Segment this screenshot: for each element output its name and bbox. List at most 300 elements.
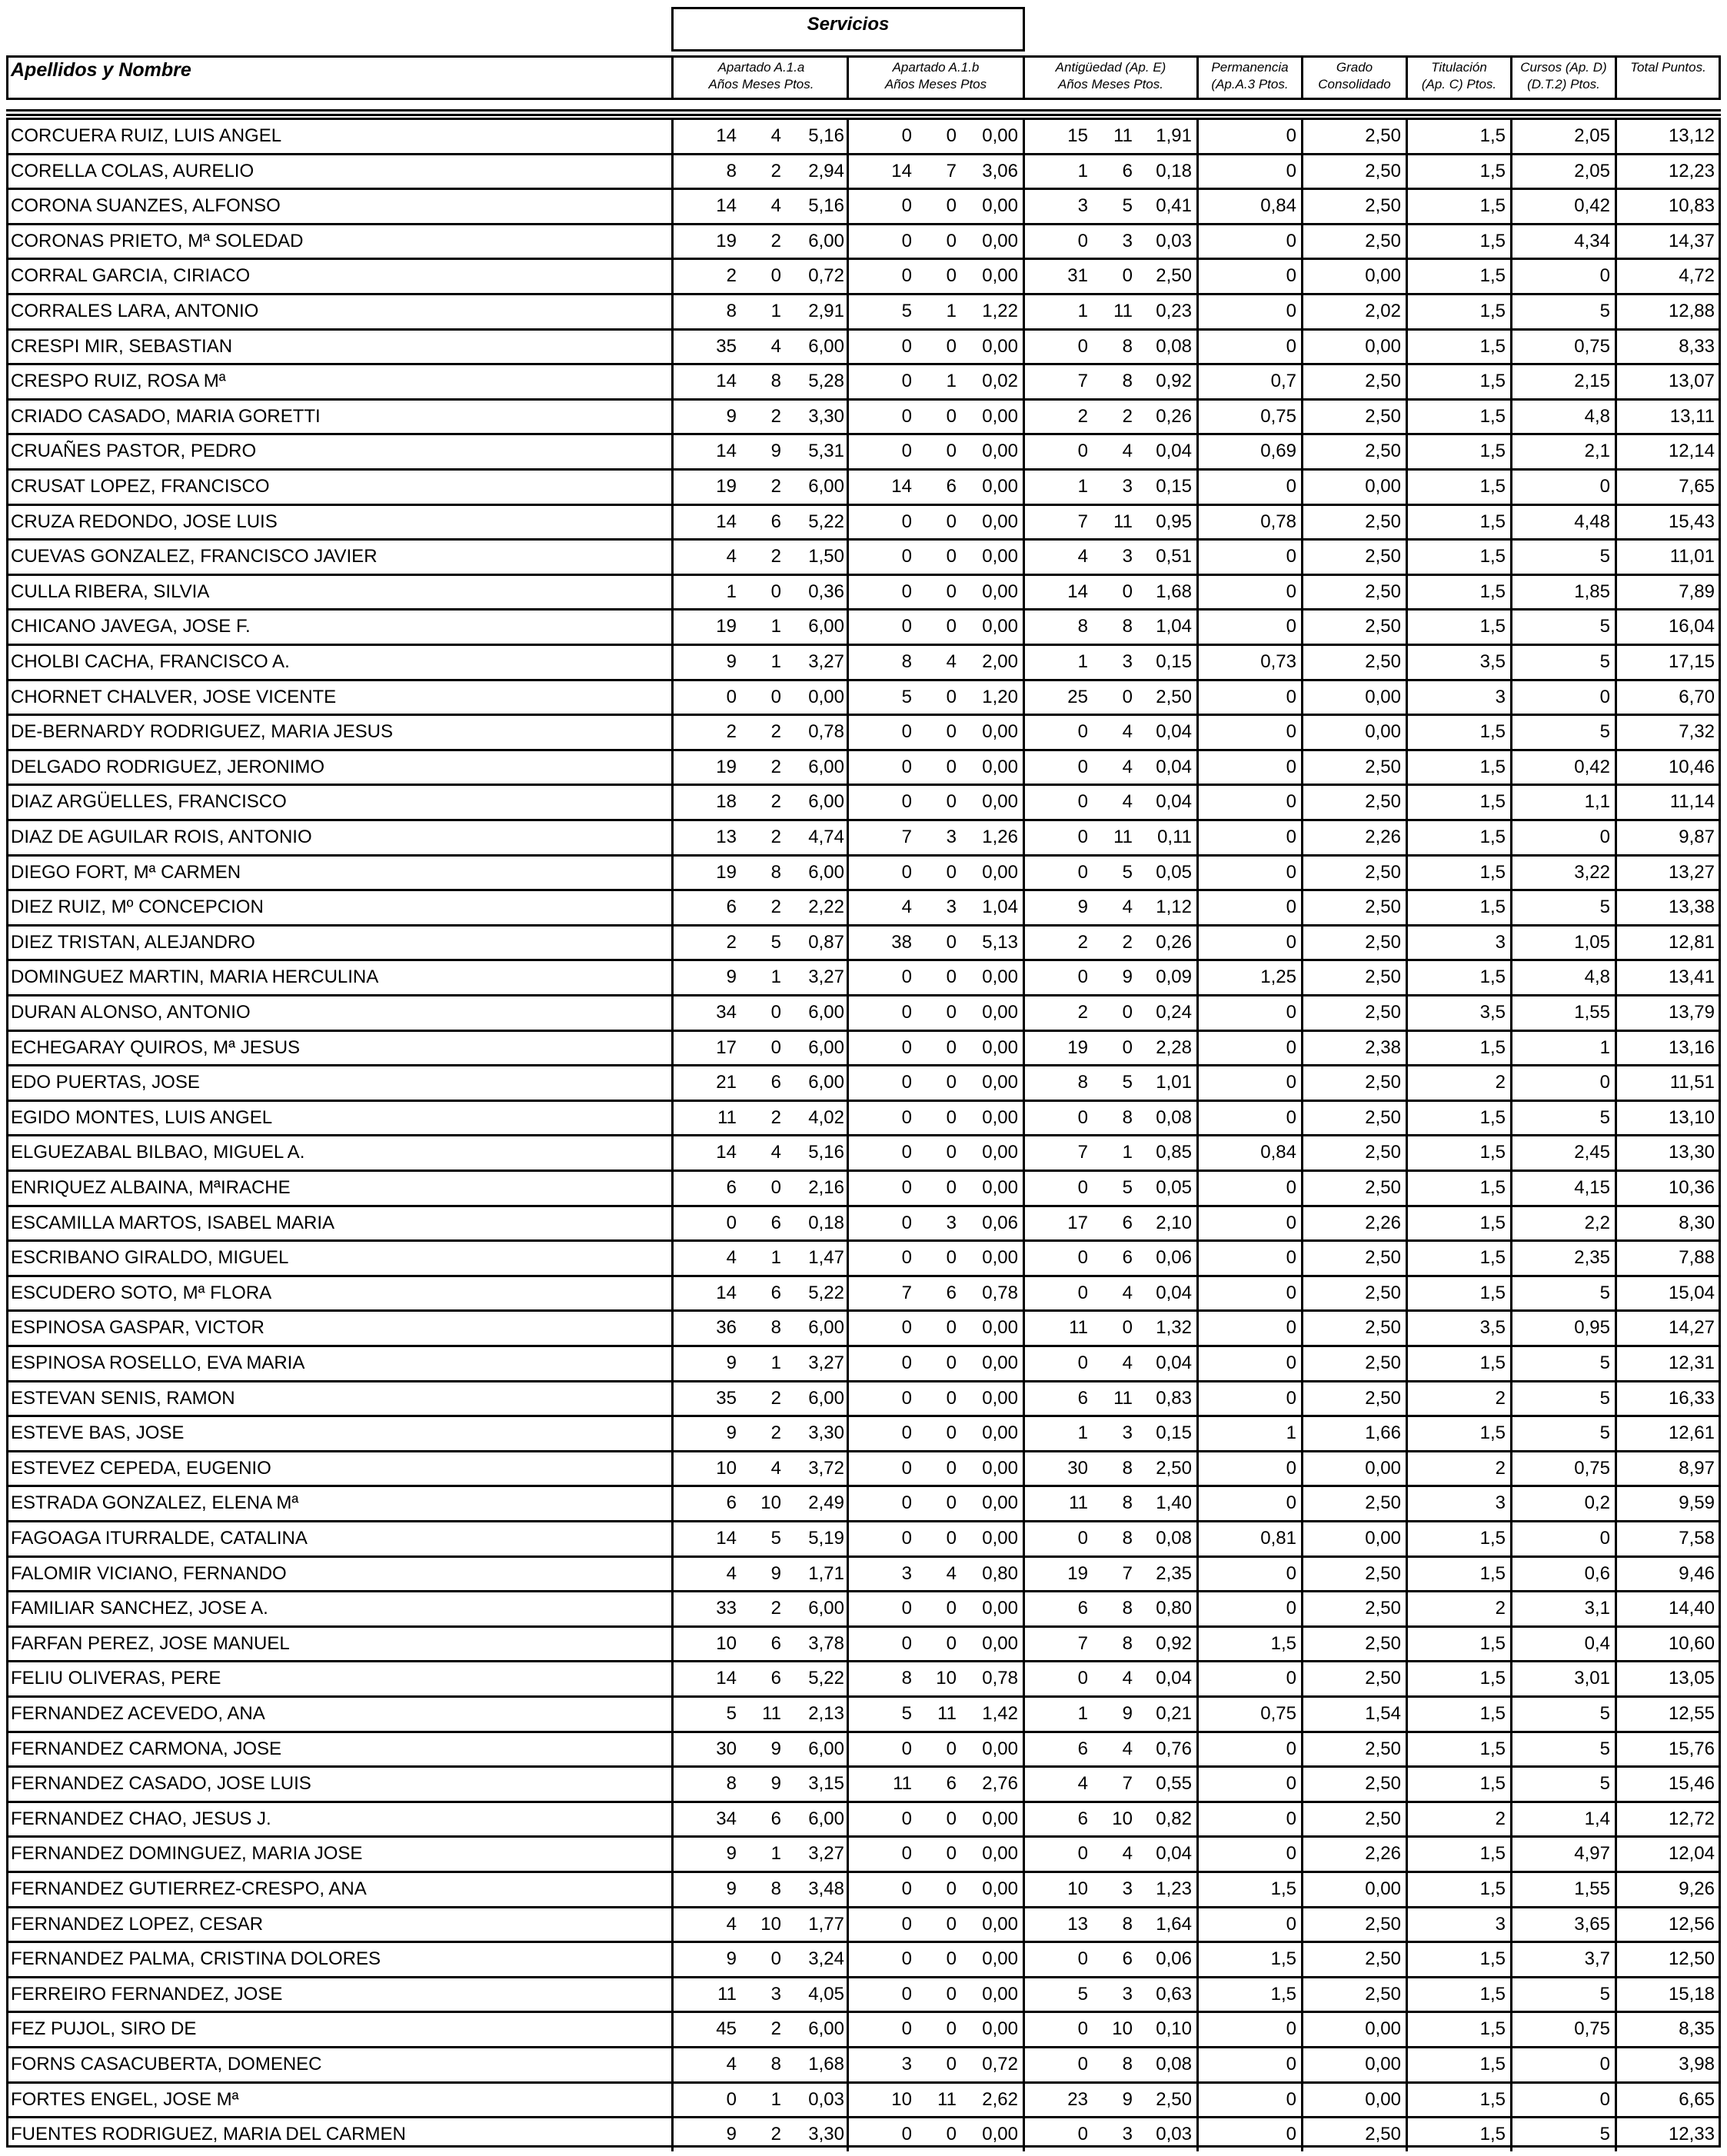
cell-antig-meses: 1 (1122, 1142, 1133, 1163)
cell-cursos: 5 (1599, 1106, 1610, 1128)
cell-a1a-anos: 0 (726, 2088, 737, 2110)
cell-titulacion: 1,5 (1479, 1632, 1506, 1654)
cell-a1a-anos: 9 (726, 1422, 737, 1444)
cell-antig-ptos: 0,08 (1156, 1106, 1192, 1128)
cell-a1a-ptos: 3,78 (808, 1632, 844, 1654)
cell-permanencia: 1 (1286, 1422, 1296, 1444)
cell-cursos: 0 (1599, 1072, 1610, 1093)
cell-grado: 2,50 (1365, 371, 1401, 392)
cell-antig-anos: 17 (1067, 1212, 1088, 1233)
cell-name: CRUZA REDONDO, JOSE LUIS (11, 511, 278, 532)
cell-a1b-anos: 3 (901, 1562, 912, 1584)
cell-antig-anos: 1 (1077, 301, 1088, 321)
cell-a1a-ptos: 6,00 (808, 791, 844, 813)
cell-cursos: 0,2 (1584, 1492, 1610, 1514)
cell-a1a-ptos: 3,72 (808, 1457, 844, 1479)
cell-a1a-meses: 1 (770, 616, 781, 637)
column-divider (1023, 118, 1025, 2151)
cell-name: ESTEVE BAS, JOSE (11, 1422, 185, 1444)
cell-a1a-ptos: 6,00 (808, 2018, 844, 2040)
cell-antig-meses: 3 (1122, 1878, 1133, 1899)
cell-a1b-meses: 3 (946, 1212, 957, 1233)
cell-titulacion: 1,5 (1479, 335, 1506, 357)
cell-a1b-meses: 0 (946, 756, 957, 777)
cell-a1b-anos: 0 (901, 1247, 912, 1269)
header-a1b (849, 59, 1023, 93)
cell-grado: 0,00 (1365, 2018, 1401, 2040)
cell-a1b-anos: 0 (901, 125, 912, 146)
cell-name: ESCAMILLA MARTOS, ISABEL MARIA (11, 1212, 335, 1233)
cell-a1a-ptos: 6,00 (808, 861, 844, 883)
cell-a1b-ptos: 0,00 (982, 1457, 1018, 1479)
cell-a1a-meses: 6 (770, 1072, 781, 1093)
cell-titulacion: 1,5 (1479, 1983, 1506, 2005)
cell-antig-meses: 4 (1122, 1843, 1133, 1865)
header-total-line1: Total Puntos. (1630, 60, 1706, 75)
cell-antig-ptos: 1,68 (1156, 581, 1192, 602)
header-rule-2 (6, 114, 1721, 116)
cell-a1a-meses: 2 (770, 230, 781, 251)
cell-antig-anos: 2 (1077, 1002, 1088, 1023)
cell-antig-meses: 11 (1113, 511, 1133, 532)
cell-a1a-anos: 19 (716, 476, 737, 497)
cell-a1a-anos: 4 (726, 2054, 737, 2074)
cell-permanencia: 0,84 (1260, 1142, 1296, 1163)
cell-a1a-ptos: 3,27 (808, 651, 844, 672)
cell-a1a-anos: 0 (726, 1212, 737, 1233)
cell-a1a-meses: 8 (770, 861, 781, 883)
cell-antig-anos: 0 (1077, 441, 1088, 462)
cell-grado: 2,50 (1365, 1983, 1401, 2005)
cell-total: 10,36 (1668, 1177, 1715, 1198)
cell-antig-anos: 0 (1077, 2018, 1088, 2040)
cell-antig-anos: 6 (1077, 1387, 1088, 1409)
cell-cursos: 3,01 (1574, 1668, 1610, 1689)
cell-antig-anos: 31 (1067, 265, 1088, 287)
cell-a1a-meses: 1 (770, 1247, 781, 1269)
cell-a1b-anos: 0 (901, 265, 912, 287)
cell-a1a-meses: 6 (770, 1282, 781, 1303)
cell-antig-ptos: 2,50 (1156, 265, 1192, 287)
cell-total: 7,32 (1679, 721, 1715, 743)
cell-grado: 2,50 (1365, 1072, 1401, 1093)
cell-name: CRIADO CASADO, MARIA GORETTI (11, 405, 321, 427)
cell-a1b-anos: 0 (901, 1457, 912, 1479)
cell-a1b-meses: 0 (946, 1738, 957, 1759)
cell-a1a-anos: 21 (716, 1072, 737, 1093)
cell-a1a-anos: 35 (716, 335, 737, 357)
cell-a1b-anos: 0 (901, 1492, 912, 1514)
cell-permanencia: 0 (1286, 476, 1296, 497)
cell-a1a-ptos: 6,00 (808, 616, 844, 637)
cell-antig-anos: 0 (1077, 1247, 1088, 1269)
cell-name: DE-BERNARDY RODRIGUEZ, MARIA JESUS (11, 721, 393, 743)
cell-a1a-ptos: 3,24 (808, 1948, 844, 1970)
cell-a1b-ptos: 0,00 (982, 511, 1018, 532)
cell-a1b-ptos: 0,00 (982, 405, 1018, 427)
cell-antig-anos: 11 (1069, 1317, 1088, 1339)
cell-a1a-anos: 9 (726, 1878, 737, 1899)
cell-name: CRESPO RUIZ, ROSA Mª (11, 371, 226, 392)
cell-titulacion: 3 (1495, 1913, 1506, 1935)
cell-a1a-ptos: 3,30 (808, 1422, 844, 1444)
cell-name: EGIDO MONTES, LUIS ANGEL (11, 1106, 273, 1128)
cell-antig-ptos: 2,50 (1156, 686, 1192, 707)
header-antiguedad-line2: Años Meses Ptos. (1057, 77, 1163, 91)
cell-a1a-anos: 14 (716, 125, 737, 146)
cell-antig-meses: 9 (1122, 1703, 1133, 1724)
cell-cursos: 1,55 (1574, 1002, 1610, 1023)
cell-a1a-anos: 4 (726, 1562, 737, 1584)
cell-grado: 2,50 (1365, 195, 1401, 217)
cell-a1b-meses: 1 (946, 371, 957, 392)
cell-a1a-meses: 4 (770, 1457, 781, 1479)
cell-titulacion: 1,5 (1479, 616, 1506, 637)
cell-permanencia: 0,69 (1260, 441, 1296, 462)
cell-a1a-meses: 2 (770, 721, 781, 743)
cell-cursos: 2,15 (1574, 371, 1610, 392)
cell-a1b-ptos: 0,00 (982, 1422, 1018, 1444)
cell-cursos: 0,75 (1574, 1457, 1610, 1479)
cell-permanencia: 0 (1286, 1808, 1296, 1829)
cell-titulacion: 3,5 (1479, 651, 1506, 672)
cell-grado: 1,54 (1365, 1703, 1401, 1724)
cell-a1b-meses: 0 (946, 1247, 957, 1269)
cell-antig-meses: 5 (1122, 1072, 1133, 1093)
cell-total: 15,46 (1668, 1773, 1715, 1795)
cell-a1a-anos: 14 (716, 371, 737, 392)
cell-titulacion: 1,5 (1479, 2054, 1506, 2074)
cell-grado: 0,00 (1365, 2054, 1401, 2074)
cell-a1b-ptos: 1,22 (982, 301, 1018, 321)
cell-permanencia: 0 (1286, 897, 1296, 918)
cell-a1a-meses: 0 (770, 1002, 781, 1023)
cell-a1b-ptos: 1,26 (982, 827, 1018, 847)
cell-grado: 2,02 (1365, 301, 1401, 321)
cell-a1b-anos: 7 (901, 827, 912, 847)
cell-permanencia: 0 (1286, 1492, 1296, 1514)
cell-antig-anos: 15 (1067, 125, 1088, 146)
cell-antig-meses: 0 (1122, 265, 1133, 287)
cell-cursos: 5 (1599, 1387, 1610, 1409)
cell-total: 13,12 (1668, 125, 1715, 146)
cell-a1a-ptos: 2,16 (808, 1177, 844, 1198)
cell-total: 12,23 (1668, 160, 1715, 181)
cell-antig-meses: 0 (1122, 686, 1133, 707)
cell-a1b-meses: 1 (946, 301, 957, 321)
cell-a1b-meses: 0 (946, 967, 957, 988)
cell-antig-anos: 7 (1077, 1142, 1088, 1163)
cell-total: 15,76 (1668, 1738, 1715, 1759)
cell-a1b-meses: 0 (946, 1387, 957, 1409)
cell-a1b-meses: 11 (937, 2088, 957, 2110)
cell-a1b-meses: 0 (946, 721, 957, 743)
column-divider (847, 118, 849, 2151)
cell-name: DIEZ TRISTAN, ALEJANDRO (11, 931, 255, 953)
cell-titulacion: 1,5 (1479, 1212, 1506, 1233)
cell-permanencia: 0 (1286, 335, 1296, 357)
cell-antig-ptos: 0,05 (1156, 1177, 1192, 1198)
cell-antig-ptos: 1,91 (1156, 125, 1192, 146)
cell-name: ESPINOSA ROSELLO, EVA MARIA (11, 1352, 305, 1373)
cell-a1b-ptos: 5,13 (982, 931, 1018, 953)
cell-total: 17,15 (1668, 651, 1715, 672)
cell-cursos: 0,75 (1574, 335, 1610, 357)
cell-total: 13,30 (1668, 1142, 1715, 1163)
cell-a1b-anos: 0 (901, 1738, 912, 1759)
header-titulacion-line2: (Ap. C) Ptos. (1421, 77, 1497, 91)
cell-name: ESCUDERO SOTO, Mª FLORA (11, 1282, 272, 1303)
cell-antig-meses: 3 (1122, 651, 1133, 672)
cell-a1b-meses: 0 (946, 441, 957, 462)
cell-name: FERNANDEZ DOMINGUEZ, MARIA JOSE (11, 1843, 363, 1865)
cell-a1a-ptos: 2,22 (808, 897, 844, 918)
cell-a1a-anos: 19 (716, 861, 737, 883)
cell-antig-ptos: 0,05 (1156, 861, 1192, 883)
cell-total: 9,59 (1679, 1492, 1715, 1514)
cell-titulacion: 1,5 (1479, 511, 1506, 532)
cell-antig-anos: 0 (1077, 1668, 1088, 1689)
cell-a1b-ptos: 0,00 (982, 230, 1018, 251)
cell-grado: 2,50 (1365, 1106, 1401, 1128)
cell-antig-meses: 11 (1113, 301, 1133, 321)
cell-a1a-anos: 8 (726, 1773, 737, 1795)
cell-a1a-ptos: 3,27 (808, 1352, 844, 1373)
cell-a1b-meses: 0 (946, 861, 957, 883)
cell-a1a-ptos: 5,31 (808, 441, 844, 462)
cell-a1a-ptos: 3,30 (808, 2124, 844, 2145)
cell-name: FAMILIAR SANCHEZ, JOSE A. (11, 1598, 268, 1619)
cell-a1a-ptos: 6,00 (808, 1598, 844, 1619)
cell-name: ECHEGARAY QUIROS, Mª JESUS (11, 1036, 301, 1058)
cell-titulacion: 2 (1495, 1808, 1506, 1829)
cell-antig-ptos: 0,08 (1156, 1528, 1192, 1549)
cell-antig-anos: 0 (1077, 1843, 1088, 1865)
cell-name: FERREIRO FERNANDEZ, JOSE (11, 1983, 283, 2005)
cell-antig-ptos: 0,09 (1156, 967, 1192, 988)
cell-a1a-meses: 1 (770, 1352, 781, 1373)
column-divider (1301, 55, 1303, 100)
cell-a1a-anos: 30 (716, 1738, 737, 1759)
cell-antig-anos: 6 (1077, 1808, 1088, 1829)
cell-a1b-anos: 4 (901, 897, 912, 918)
header-total (1617, 59, 1719, 76)
cell-a1b-ptos: 0,00 (982, 125, 1018, 146)
cell-cursos: 3,7 (1584, 1948, 1610, 1970)
cell-antig-meses: 9 (1122, 967, 1133, 988)
cell-antig-ptos: 2,28 (1156, 1036, 1192, 1058)
cell-antig-anos: 1 (1077, 476, 1088, 497)
cell-a1a-meses: 2 (770, 897, 781, 918)
cell-name: CORELLA COLAS, AURELIO (11, 160, 255, 181)
column-divider (1615, 118, 1617, 2151)
cell-titulacion: 3,5 (1479, 1317, 1506, 1339)
cell-antig-meses: 8 (1122, 1913, 1133, 1935)
cell-permanencia: 0,73 (1260, 651, 1296, 672)
cell-a1a-meses: 4 (770, 195, 781, 217)
cell-total: 12,72 (1668, 1808, 1715, 1829)
cell-titulacion: 1,5 (1479, 721, 1506, 743)
cell-antig-anos: 0 (1077, 230, 1088, 251)
cell-grado: 2,50 (1365, 967, 1401, 988)
cell-antig-ptos: 0,10 (1156, 2018, 1192, 2040)
cell-a1b-ptos: 0,00 (982, 1142, 1018, 1163)
cell-a1b-anos: 0 (901, 1317, 912, 1339)
cell-a1a-anos: 14 (716, 195, 737, 217)
cell-a1a-anos: 33 (716, 1598, 737, 1619)
cell-grado: 2,50 (1365, 125, 1401, 146)
cell-name: CORRAL GARCIA, CIRIACO (11, 265, 251, 287)
cell-permanencia: 0 (1286, 721, 1296, 743)
cell-antig-meses: 11 (1113, 125, 1133, 146)
cell-a1b-anos: 10 (891, 2088, 912, 2110)
cell-permanencia: 0 (1286, 2054, 1296, 2074)
cell-a1b-anos: 0 (901, 967, 912, 988)
cell-a1a-meses: 9 (770, 441, 781, 462)
cell-antig-anos: 1 (1077, 1422, 1088, 1444)
cell-grado: 2,26 (1365, 1843, 1401, 1865)
cell-a1b-anos: 0 (901, 1878, 912, 1899)
cell-cursos: 4,8 (1584, 405, 1610, 427)
cell-cursos: 4,48 (1574, 511, 1610, 532)
cell-a1a-meses: 1 (770, 2088, 781, 2110)
header-name: Apellidos y Nombre (11, 59, 191, 81)
cell-cursos: 0,42 (1574, 195, 1610, 217)
cell-antig-anos: 23 (1067, 2088, 1088, 2110)
cell-a1b-ptos: 0,00 (982, 616, 1018, 637)
cell-antig-meses: 10 (1112, 2018, 1133, 2040)
cell-titulacion: 1,5 (1479, 405, 1506, 427)
cell-a1a-meses: 0 (770, 265, 781, 287)
cell-antig-anos: 0 (1077, 1177, 1088, 1198)
cell-a1a-ptos: 1,47 (808, 1247, 844, 1269)
cell-a1b-meses: 0 (946, 1913, 957, 1935)
cell-a1a-ptos: 2,13 (808, 1703, 844, 1724)
cell-permanencia: 0 (1286, 581, 1296, 602)
cell-titulacion: 1,5 (1479, 441, 1506, 462)
cell-titulacion: 3 (1495, 1492, 1506, 1514)
cell-a1a-anos: 13 (716, 827, 737, 847)
cell-a1b-anos: 0 (901, 1598, 912, 1619)
cell-a1b-meses: 0 (946, 1843, 957, 1865)
cell-a1b-meses: 0 (946, 195, 957, 217)
cell-antig-anos: 5 (1077, 1983, 1088, 2005)
cell-a1a-anos: 19 (716, 756, 737, 777)
cell-grado: 0,00 (1365, 686, 1401, 707)
cell-a1a-meses: 2 (770, 1106, 781, 1128)
cell-permanencia: 0 (1286, 2088, 1296, 2110)
cell-grado: 0,00 (1365, 335, 1401, 357)
cell-antig-ptos: 2,50 (1156, 1457, 1192, 1479)
cell-a1b-ptos: 0,00 (982, 1528, 1018, 1549)
cell-total: 8,30 (1679, 1212, 1715, 1233)
cell-antig-meses: 8 (1122, 616, 1133, 637)
cell-permanencia: 0 (1286, 1773, 1296, 1795)
cell-cursos: 3,1 (1584, 1598, 1610, 1619)
cell-antig-anos: 1 (1077, 651, 1088, 672)
cell-cursos: 5 (1599, 1983, 1610, 2005)
cell-a1b-meses: 10 (936, 1668, 957, 1689)
cell-total: 7,88 (1679, 1247, 1715, 1269)
cell-a1a-ptos: 6,00 (808, 1387, 844, 1409)
cell-permanencia: 0 (1286, 265, 1296, 287)
cell-antig-ptos: 0,92 (1156, 371, 1192, 392)
cell-cursos: 4,97 (1574, 1843, 1610, 1865)
cell-a1a-meses: 2 (770, 2018, 781, 2040)
cell-permanencia: 0 (1286, 1177, 1296, 1198)
cell-a1a-anos: 14 (716, 441, 737, 462)
cell-a1b-anos: 5 (901, 1703, 912, 1724)
cell-a1b-meses: 0 (946, 405, 957, 427)
cell-cursos: 0 (1599, 2088, 1610, 2110)
cell-a1a-anos: 14 (716, 511, 737, 532)
cell-permanencia: 1,5 (1270, 1632, 1296, 1654)
cell-antig-anos: 4 (1077, 546, 1088, 567)
cell-a1b-ptos: 0,00 (982, 195, 1018, 217)
cell-a1b-meses: 6 (946, 476, 957, 497)
cell-name: CORRALES LARA, ANTONIO (11, 301, 259, 321)
cell-permanencia: 0,75 (1260, 1703, 1296, 1724)
cell-titulacion: 1,5 (1479, 195, 1506, 217)
cell-grado: 2,50 (1365, 581, 1401, 602)
cell-a1a-meses: 2 (770, 1387, 781, 1409)
header-titulacion (1408, 59, 1510, 93)
cell-a1b-meses: 6 (946, 1282, 957, 1303)
cell-cursos: 5 (1599, 1422, 1610, 1444)
cell-a1a-meses: 8 (770, 1317, 781, 1339)
cell-a1a-ptos: 4,02 (808, 1106, 844, 1128)
cell-a1a-meses: 6 (770, 1668, 781, 1689)
cell-a1a-ptos: 1,68 (808, 2054, 844, 2074)
cell-permanencia: 0,7 (1270, 371, 1296, 392)
cell-antig-meses: 6 (1122, 160, 1133, 181)
cell-a1b-ptos: 3,06 (982, 160, 1018, 181)
cell-antig-meses: 4 (1122, 1668, 1133, 1689)
cell-grado: 2,50 (1365, 931, 1401, 953)
cell-a1a-anos: 0 (726, 686, 737, 707)
cell-titulacion: 1,5 (1479, 1177, 1506, 1198)
cell-a1b-ptos: 0,00 (982, 1036, 1018, 1058)
cell-a1b-anos: 0 (901, 1983, 912, 2005)
cell-a1b-meses: 0 (946, 581, 957, 602)
cell-a1a-ptos: 2,49 (808, 1492, 844, 1514)
cell-antig-meses: 11 (1113, 1387, 1133, 1409)
cell-a1b-anos: 7 (901, 1282, 912, 1303)
cell-antig-ptos: 0,04 (1156, 441, 1192, 462)
cell-a1a-anos: 6 (726, 1177, 737, 1198)
cell-titulacion: 1,5 (1479, 1878, 1506, 1899)
cell-grado: 2,50 (1365, 1387, 1401, 1409)
cell-a1b-ptos: 0,00 (982, 1352, 1018, 1373)
header-rule-1 (6, 109, 1721, 111)
cell-a1a-anos: 9 (726, 1948, 737, 1970)
cell-a1a-anos: 10 (716, 1632, 737, 1654)
cell-antig-anos: 6 (1077, 1598, 1088, 1619)
column-divider (671, 55, 674, 100)
cell-antig-meses: 3 (1122, 476, 1133, 497)
cell-a1b-ptos: 0,00 (982, 861, 1018, 883)
header-cursos-line1: Cursos (Ap. D) (1520, 60, 1607, 75)
cell-antig-meses: 4 (1122, 721, 1133, 743)
cell-antig-anos: 1 (1077, 1703, 1088, 1724)
cell-antig-ptos: 1,64 (1156, 1913, 1192, 1935)
cell-name: CORCUERA RUIZ, LUIS ANGEL (11, 125, 282, 146)
cell-antig-ptos: 1,23 (1156, 1878, 1192, 1899)
cell-a1b-meses: 0 (946, 1422, 957, 1444)
cell-name: CUEVAS GONZALEZ, FRANCISCO JAVIER (11, 546, 378, 567)
cell-a1b-ptos: 2,00 (982, 651, 1018, 672)
cell-total: 11,51 (1669, 1072, 1715, 1093)
